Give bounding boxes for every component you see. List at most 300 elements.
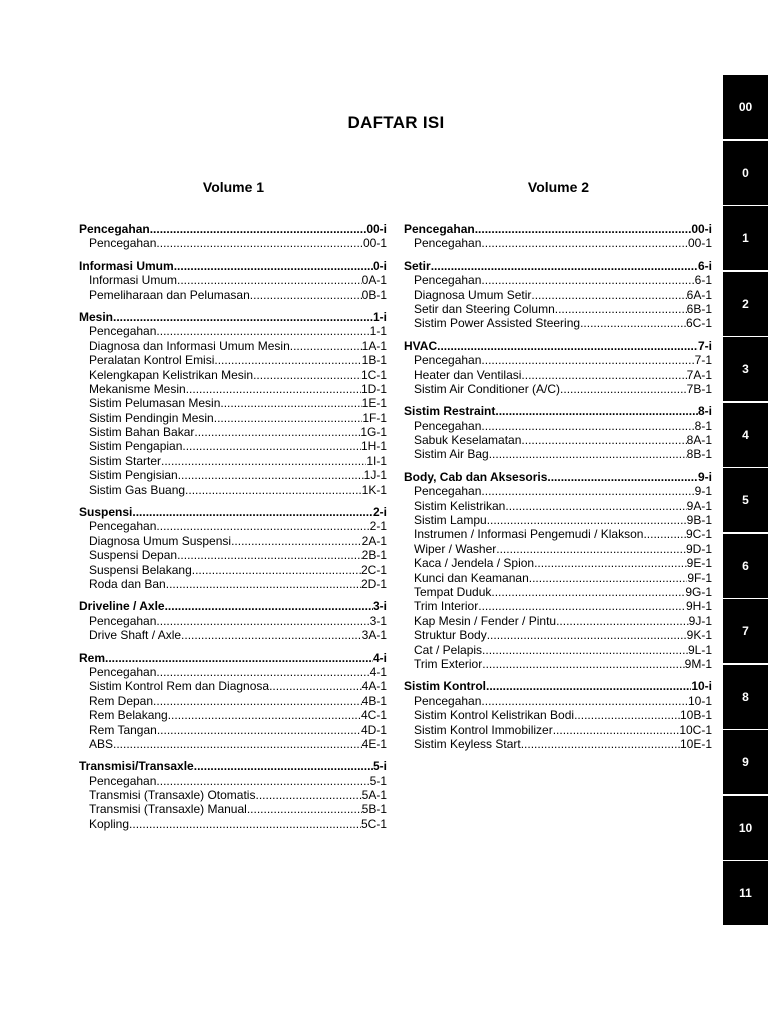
dot-leader [113,310,373,324]
toc-entry[interactable] [404,316,712,330]
toc-section [79,599,387,642]
dot-leader [481,353,694,367]
section-tab[interactable]: 3 [723,337,768,401]
page-number: 4B-1 [361,693,387,708]
entry-label: Pencegahan [414,693,482,708]
entry-label: Kelengkapan Kelistrikan Mesin [89,367,254,382]
dot-leader [165,599,373,613]
entry-label: Sistim Kontrol Immobilizer [414,722,553,737]
toc-entry[interactable] [404,499,712,513]
entry-label: Pencegahan [89,664,157,679]
toc-entry[interactable] [404,585,712,599]
section-title: Rem [79,650,106,665]
page-number: 9C-1 [685,527,712,542]
dot-leader [574,708,680,722]
page-title: DAFTAR ISI [347,113,445,132]
toc-entry[interactable] [79,411,387,425]
toc-section-heading[interactable] [404,259,712,273]
dot-leader [177,548,362,562]
toc-section-heading[interactable] [79,759,387,773]
section-tab[interactable]: 8 [723,665,768,729]
entry-label: Sistim Air Conditioner (A/C) [414,381,561,396]
toc-section-heading[interactable] [79,651,387,665]
toc-section [404,679,712,751]
entry-label: Pencegahan [89,324,157,339]
toc-entry[interactable] [79,339,387,353]
toc-section [404,404,712,462]
page-number: 1-i [372,309,387,324]
dot-leader [132,505,373,519]
dot-leader [156,665,369,679]
entry-label: Struktur Body [414,628,487,643]
page-number: 3-i [372,599,387,614]
section-title: Pencegahan [404,222,475,236]
entry-label: Sistim Starter [89,453,162,468]
toc-entry[interactable] [404,484,712,498]
toc-section-heading[interactable] [79,222,387,236]
dot-leader [495,404,698,418]
dot-leader [521,433,686,447]
section-title: Pencegahan [79,222,150,236]
dot-leader [255,788,361,802]
toc-entry[interactable] [404,708,712,722]
page-number: 9-i [697,469,712,484]
dot-leader [482,657,684,671]
dot-leader [194,759,373,773]
dot-leader [491,585,685,599]
page-number: 7B-1 [686,381,712,396]
toc-entry[interactable] [79,665,387,679]
section-tab[interactable]: 5 [723,468,768,532]
dot-leader [186,382,361,396]
toc-entry[interactable] [79,519,387,533]
toc-entry[interactable] [404,433,712,447]
entry-label: Sistim Pelumasan Mesin [89,396,221,411]
entry-label: Trim Exterior [414,656,483,671]
page-number: 10-i [691,679,712,694]
dot-leader [481,419,694,433]
volume-2-header: Volume 2 [527,179,590,195]
entry-label: Diagnosa dan Informasi Umum Mesin [89,338,290,353]
entry-label: Sistim Kontrol Kelistrikan Bodi [414,708,575,723]
dot-leader [489,447,687,461]
page-number: 9E-1 [686,556,712,571]
dot-leader [182,439,361,453]
entry-label: Pencegahan [414,484,482,499]
dot-leader [437,339,698,353]
page-number: 2-1 [369,519,387,534]
toc-section-heading[interactable] [79,505,387,519]
entry-label: Sistim Power Assisted Steering [414,316,581,331]
page-number: 5B-1 [361,802,387,817]
toc-section [79,505,387,591]
toc-entry[interactable] [79,534,387,548]
dot-leader [290,339,362,353]
page-number: 00-i [691,222,712,236]
page-number: 10E-1 [679,736,712,751]
toc-entry[interactable] [79,774,387,788]
toc-entry[interactable] [404,382,712,396]
entry-label: Kopling [89,816,130,831]
dot-leader [505,499,686,513]
page-number: 9A-1 [686,498,712,513]
entry-label: Sistim Pendingin Mesin [89,410,214,425]
section-tab[interactable]: 6 [723,534,768,598]
dot-leader [481,694,688,708]
dot-leader [547,470,698,484]
toc-entry[interactable] [79,468,387,482]
toc-entry[interactable] [404,273,712,287]
page-number: 7A-1 [686,367,712,382]
page-number: 1E-1 [361,396,387,411]
toc-entry[interactable] [404,694,712,708]
toc-entry[interactable] [404,419,712,433]
dot-leader [534,556,687,570]
entry-label: Suspensi Belakang [89,562,192,577]
dot-leader [531,288,686,302]
entry-label: Transmisi (Transaxle) Manual [89,802,247,817]
page-number: 0-i [372,258,387,273]
entry-label: Roda dan Ban [89,576,166,591]
entry-label: Pencegahan [89,773,157,788]
section-title: Sistim Restraint [404,404,496,419]
entry-label: Pencegahan [414,236,482,251]
dot-leader [486,679,691,693]
entry-label: Drive Shaft / Axle [89,628,182,643]
dot-leader [580,316,686,330]
toc-entry[interactable] [79,382,387,396]
page-number: 2C-1 [360,562,387,577]
toc-entry[interactable] [404,368,712,382]
toc-entry[interactable] [404,236,712,250]
page-number: 6C-1 [685,316,712,331]
dot-leader [156,519,369,533]
dot-leader [105,651,373,665]
page-number: 0B-1 [361,287,387,302]
page-number: 0A-1 [361,273,387,288]
entry-label: Wiper / Washer [414,541,497,556]
page-number: 4C-1 [360,708,387,723]
entry-label: Suspensi Depan [89,548,178,563]
entry-label: Peralatan Kontrol Emisi [89,353,215,368]
section-tab[interactable]: 11 [723,861,768,925]
dot-leader [185,483,362,497]
toc-entry[interactable] [404,628,712,642]
toc-entry[interactable] [404,513,712,527]
dot-leader [166,577,361,591]
toc-section [79,651,387,752]
dot-leader [150,222,367,236]
dot-leader [153,694,362,708]
toc-entry[interactable] [79,802,387,816]
dot-leader [253,368,361,382]
page-number: 8A-1 [686,433,712,448]
toc-section [404,339,712,397]
toc-entry[interactable] [79,708,387,722]
volume-2-column [404,222,712,759]
section-tab[interactable]: 10 [723,796,768,860]
page-number: 8-i [697,404,712,419]
section-tab[interactable]: 0 [723,141,768,205]
entry-label: Pencegahan [89,519,157,534]
section-tab[interactable]: 1 [723,206,768,270]
toc-entry[interactable] [79,324,387,338]
toc-entry[interactable] [79,454,387,468]
dot-leader [214,411,363,425]
dot-leader [192,563,361,577]
toc-entry[interactable] [79,577,387,591]
page-number: 9L-1 [687,642,712,657]
entry-label: Kunci dan Keamanan [414,570,529,585]
dot-leader [478,599,686,613]
entry-label: Setir dan Steering Column [414,301,555,316]
section-title: Sistim Kontrol [404,679,487,694]
entry-label: Sabuk Keselamatan [414,433,522,448]
toc-entry[interactable] [79,425,387,439]
entry-label: Diagnosa Umum Setir [414,287,532,302]
toc-entry[interactable] [79,614,387,628]
page-number: 4E-1 [361,736,387,751]
page-number: 1-1 [369,324,387,339]
section-tab[interactable]: 7 [723,599,768,663]
page-number: 4A-1 [361,679,387,694]
dot-leader [521,368,686,382]
section-tab[interactable]: 2 [723,272,768,336]
page-number: 5C-1 [360,816,387,831]
entry-label: Mekanisme Mesin [89,381,186,396]
toc-section [79,222,387,251]
page-number: 1K-1 [361,482,387,497]
dot-leader [556,614,689,628]
page-number: 3-1 [369,613,387,628]
toc-entry[interactable] [404,614,712,628]
page-number: 6B-1 [686,301,712,316]
section-title: Mesin [79,309,114,324]
toc-entry[interactable] [404,571,712,585]
toc-entry[interactable] [404,542,712,556]
dot-leader [214,353,361,367]
toc-entry[interactable] [404,643,712,657]
page-number: 9G-1 [685,584,712,599]
entry-label: Sistim Kontrol Rem dan Diagnosa [89,679,270,694]
toc-entry[interactable] [79,236,387,250]
page-number: 8-1 [694,418,712,433]
dot-leader [177,273,362,287]
section-title: Informasi Umum [79,258,174,273]
toc-entry[interactable] [79,548,387,562]
page-number: 1H-1 [360,439,387,454]
entry-label: ABS [89,736,114,751]
dot-leader [178,468,364,482]
page-number: 9J-1 [688,613,712,628]
dot-leader [156,324,369,338]
entry-label: Transmisi (Transaxle) Otomatis [89,788,256,803]
dot-leader [529,571,688,585]
entry-label: Pemeliharaan dan Pelumasan [89,287,250,302]
toc-section-heading[interactable] [79,310,387,324]
page-number: 6-1 [694,273,712,288]
entry-label: Tempat Duduk [414,584,492,599]
page-number: 4-1 [369,664,387,679]
entry-label: Pencegahan [414,418,482,433]
toc-section-heading[interactable] [404,679,712,693]
entry-label: Heater dan Ventilasi [414,367,522,382]
page-number: 3A-1 [361,628,387,643]
toc-entry[interactable] [404,599,712,613]
toc-entry[interactable] [79,694,387,708]
entry-label: Sistim Lampu [414,513,487,528]
page-number: 4D-1 [360,722,387,737]
entry-label: Rem Tangan [89,722,157,737]
toc-entry[interactable] [79,483,387,497]
toc-entry[interactable] [79,628,387,642]
dot-leader [481,273,694,287]
dot-leader [156,236,363,250]
section-title: Driveline / Axle [79,599,165,614]
dot-leader [487,628,687,642]
dot-leader [168,708,361,722]
entry-label: Instrumen / Informasi Pengemudi / Klakson [414,527,644,542]
entry-label: Rem Belakang [89,708,168,723]
toc-entry[interactable] [79,273,387,287]
toc-section [79,310,387,497]
section-title: Transmisi/Transaxle [79,759,194,774]
page-number: 9K-1 [686,628,712,643]
entry-label: Sistim Air Bag [414,447,489,462]
toc-entry[interactable] [404,288,712,302]
page-number: 00-i [366,222,387,236]
toc-entry[interactable] [404,723,712,737]
dot-leader [481,236,688,250]
section-title: Setir [404,258,431,273]
dot-leader [194,425,360,439]
dot-leader [475,222,692,236]
toc-entry[interactable] [79,788,387,802]
section-tab[interactable]: 9 [723,730,768,794]
page-number: 1C-1 [360,367,387,382]
entry-label: Sistim Gas Buang [89,482,186,497]
entry-label: Pencegahan [89,613,157,628]
toc-entry[interactable] [79,396,387,410]
entry-label: Pencegahan [89,236,157,251]
toc-entry[interactable] [79,368,387,382]
page-number: 10B-1 [679,708,712,723]
toc-entry[interactable] [404,302,712,316]
toc-section [404,259,712,331]
toc-section-heading[interactable] [79,599,387,613]
section-tabs [723,75,768,927]
page-number: 10C-1 [679,722,712,737]
page-number: 10-1 [687,693,712,708]
page-number: 1D-1 [360,381,387,396]
page-number: 2-i [372,505,387,520]
entry-label: Trim Interior [414,599,479,614]
toc-entry[interactable] [404,527,712,541]
page-number: 9F-1 [687,570,712,585]
toc-entry[interactable] [79,723,387,737]
toc-entry[interactable] [79,353,387,367]
toc-section-heading[interactable] [404,404,712,418]
dot-leader [643,527,686,541]
dot-leader [220,396,361,410]
dot-leader [231,534,362,548]
toc-section-heading[interactable] [404,339,712,353]
page-number: 1J-1 [363,468,387,483]
toc-entry[interactable] [404,737,712,751]
dot-leader [161,454,366,468]
toc-entry[interactable] [79,679,387,693]
entry-label: Sistim Bahan Bakar [89,425,195,440]
page-number: 1G-1 [360,425,387,440]
page-number: 9H-1 [685,599,712,614]
entry-label: Diagnosa Umum Suspensi [89,533,232,548]
section-tab[interactable]: 4 [723,403,768,467]
toc-entry[interactable] [404,657,712,671]
dot-leader [129,817,361,831]
dot-leader [174,259,373,273]
dot-leader [156,614,369,628]
toc-entry[interactable] [404,447,712,461]
dot-leader [247,802,362,816]
dot-leader [113,737,362,751]
toc-section [404,470,712,671]
page-number: 8B-1 [686,447,712,462]
volume-1-column [79,222,387,839]
page-number: 00-1 [362,236,387,251]
entry-label: Sistim Pengisian [89,468,178,483]
page-number: 1I-1 [366,453,387,468]
dot-leader [553,723,680,737]
entry-label: Kaca / Jendela / Spion [414,556,535,571]
toc-entry[interactable] [79,563,387,577]
dot-leader [487,513,687,527]
toc-entry[interactable] [404,353,712,367]
volume-1-header: Volume 1 [202,179,265,195]
entry-label: Sistim Kelistrikan [414,498,506,513]
toc-section-heading[interactable] [404,470,712,484]
entry-label: Kap Mesin / Fender / Pintu [414,613,557,628]
dot-leader [555,302,687,316]
toc-entry[interactable] [79,817,387,831]
toc-entry[interactable] [404,556,712,570]
section-tab[interactable]: 00 [723,75,768,139]
toc-entry[interactable] [79,737,387,751]
dot-leader [181,628,362,642]
entry-label: Sistim Pengapian [89,439,183,454]
page-number: 5A-1 [361,788,387,803]
toc-section-heading[interactable] [404,222,712,236]
dot-leader [156,774,369,788]
entry-label: Pencegahan [414,353,482,368]
toc-entry[interactable] [79,439,387,453]
dot-leader [250,288,362,302]
page-number: 9B-1 [686,513,712,528]
page-number: 6A-1 [686,287,712,302]
page-number: 6-i [697,258,712,273]
dot-leader [157,723,361,737]
page-number: 2B-1 [361,548,387,563]
page-number: 1B-1 [361,353,387,368]
toc-section-heading[interactable] [79,259,387,273]
page-number: 5-1 [369,773,387,788]
page-number: 2A-1 [361,533,387,548]
dot-leader [481,484,694,498]
page-number: 4-i [372,650,387,665]
page-number: 9D-1 [685,541,712,556]
page-number: 2D-1 [360,576,387,591]
toc-entry[interactable] [79,288,387,302]
page-number: 9-1 [694,484,712,499]
